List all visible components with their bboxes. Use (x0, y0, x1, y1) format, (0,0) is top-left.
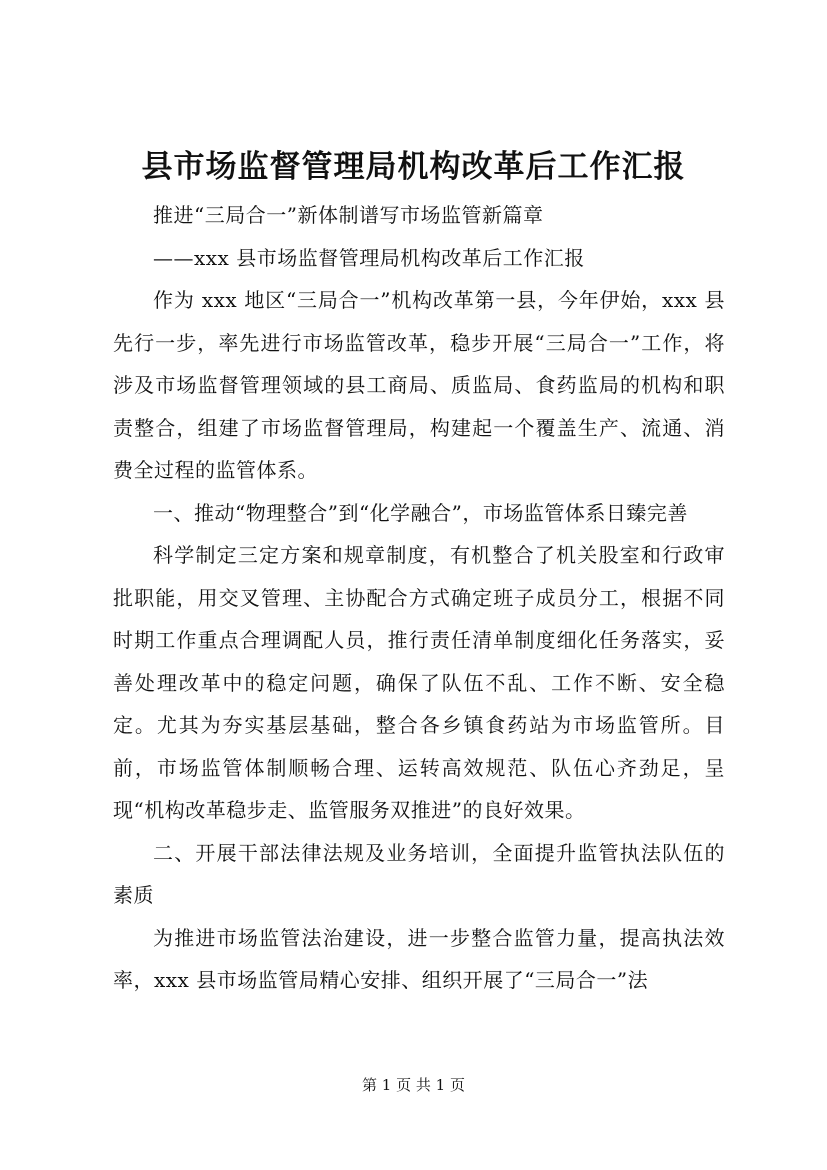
section-heading-2: 二、开展干部法律法规及业务培训，全面提升监管执法队伍的素质 (113, 840, 725, 907)
paragraph-intro: 作为 xxx 地区“三局合一”机构改革第一县，今年伊始，xxx 县先行一步，率先进行市场监管改革，稳步开展“三局合一”工作，将涉及市场监督管理领域的县工商局、质监局、食药监局的机构和职责整合，组建了市场监督管理局，构建起一个覆盖生产、流通、消费全过程的监管体系。 (113, 288, 725, 482)
section-heading-1: 一、推动“物理整合”到“化学融合”，市场监管体系日臻完善 (153, 500, 688, 525)
page-footer: 第 1 页 共 1 页 (362, 1076, 465, 1094)
subtitle-secondary: ——xxx 县市场监督管理局机构改革后工作汇报 (153, 245, 585, 270)
document-body (113, 194, 725, 1002)
document-title: 县市场监督管理局机构改革后工作汇报 (141, 149, 686, 185)
paragraph-section-1: 科学制定三定方案和规章制度，有机整合了机关股室和行政审批职能，用交叉管理、主协配合方式确定班子成员分工，根据不同时期工作重点合理调配人员，推行责任清单制度细化任务落实，妥善处理改革中的稳定问题，确保了队伍不乱、工作不断、安全稳定。尤其为夯实基层基础，整合各乡镇食药站为市场监管所。目前，市场监管体制顺畅合理、运转高效规范、队伍心齐劲足，呈现“机构改革稳步走、监管服务双推进”的良好效果。 (113, 543, 725, 822)
paragraph-section-2: 为推进市场监管法治建设，进一步整合监管力量，提高执法效率，xxx 县市场监管局精心安排、组织开展了“三局合一”法 (113, 925, 725, 992)
subtitle: 推进“三局合一”新体制谱写市场监管新篇章 (153, 203, 544, 227)
